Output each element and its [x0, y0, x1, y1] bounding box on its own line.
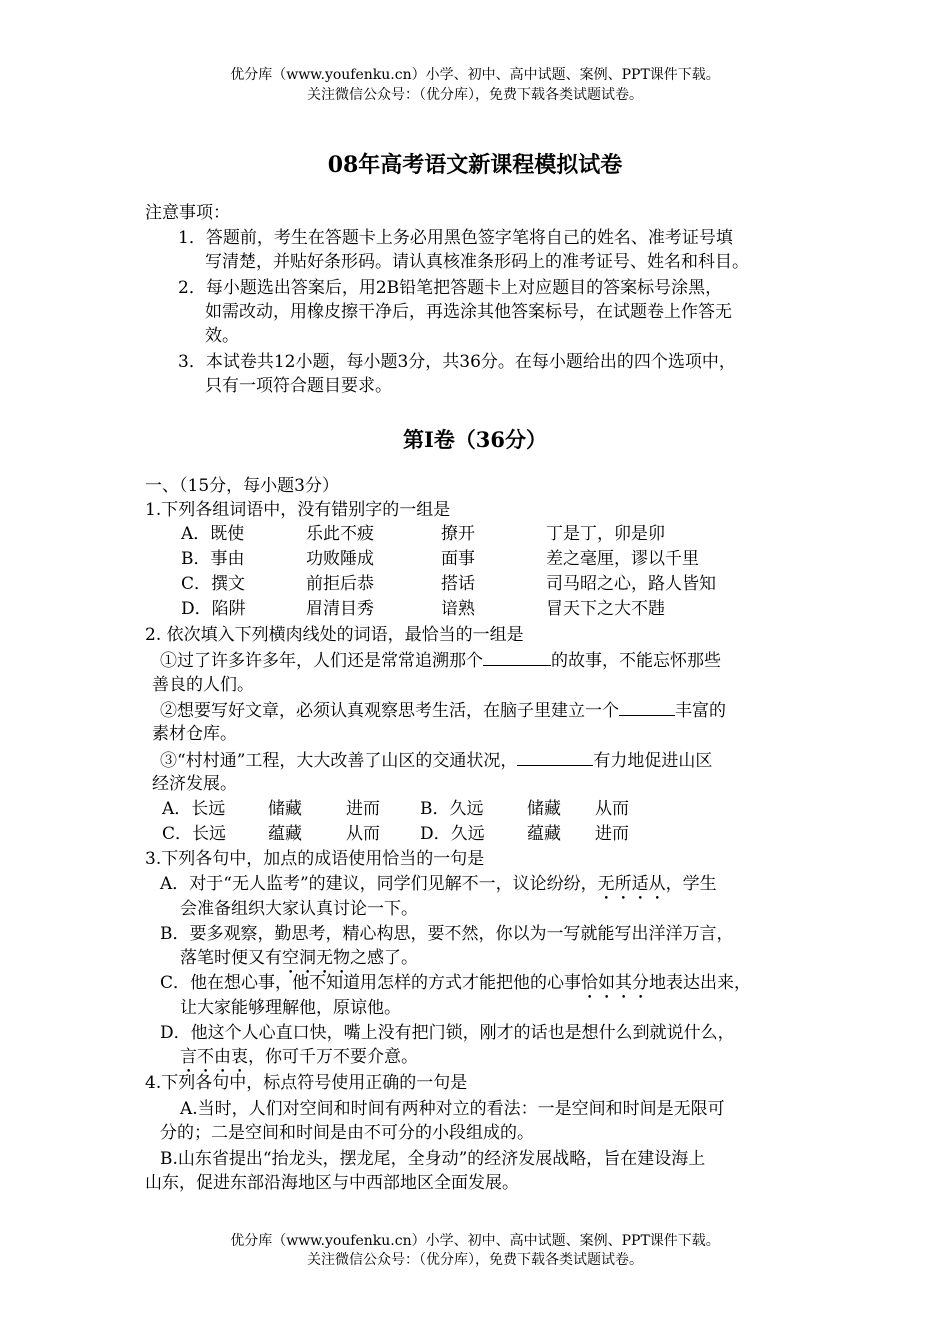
q1-b-word-2: 功败陲成 [306, 549, 374, 569]
q3-stem: 3.下列各句中，加点的成语使用恰当的一句是 [145, 849, 485, 869]
q1-d-word-4: 冒天下之大不韪 [546, 599, 665, 619]
q3-option-c-line-1: C．他在想心事，他不知道用怎样的方式才能把他的心事恰如其分地表达出来， [160, 973, 752, 993]
q3-d-idiom: 言不由衷 [180, 1047, 248, 1067]
notice-heading: 注意事项： [145, 203, 230, 223]
q2-sentence-2: ②想要写好文章，必须认真观察思考生活，在脑子里建立一个 丰富的 [160, 698, 726, 723]
notice-item-3-line-2: 只有一项符合题目要求。 [205, 376, 392, 396]
footer-line-2: 关注微信公众号：（优分库），免费下载各类试题试卷。 [307, 1252, 643, 1268]
q2-blank-3 [517, 748, 593, 766]
q1-b-word-4: 差之毫厘，谬以千里 [546, 549, 699, 569]
q1-d-word-2: 眉清目秀 [306, 599, 374, 619]
q1-a-word-2: 乐此不疲 [306, 524, 374, 544]
q2-options-row-1 [0, 797, 950, 821]
q2-d-1: D．久远 [420, 824, 485, 844]
q3-option-d-line-1: D．他这个人心直口快，嘴上没有把门锁，刚才的话也是想什么到就说什么， [160, 1023, 735, 1043]
q1-option-c [0, 572, 950, 596]
q4-option-a-line-1: A.当时，人们对空间和时间有两种对立的看法：一是空间和时间是无限可 [180, 1099, 725, 1119]
q2-blank-2 [619, 698, 675, 716]
q2-c-1: C．长远 [162, 824, 227, 844]
header-line-2: 关注微信公众号：（优分库），免费下载各类试题试卷。 [307, 87, 643, 103]
notice-item-1-line-1: 1．答题前，考生在答题卡上务必用黑色签字笔将自己的姓名、准考证号填 [178, 228, 733, 248]
q2-sentence-1: ①过了许多许多年，人们还是常常追溯那个 的故事，不能忘怀那些 [160, 648, 721, 673]
q1-b-word-3: 面事 [441, 549, 475, 569]
notice-item-3-line-1: 3．本试卷共12小题，每小题3分，共36分。在每小题给出的四个选项中， [178, 352, 736, 372]
q1-option-b [0, 547, 950, 571]
q2-c-3: 从而 [346, 824, 380, 844]
q2-a-2: 储藏 [268, 799, 302, 819]
q1-c-word-1: C．撰文 [181, 574, 246, 594]
footer-line-1: 优分库（www.youfenku.cn）小学、初中、高中试题、案例、PPT课件下载。 [230, 1233, 720, 1249]
q2-blank-1 [483, 648, 551, 666]
q1-d-word-1: D．陷阱 [181, 599, 246, 619]
q2-stem: 2. 依次填入下列横肉线处的词语，最恰当的一组是 [145, 625, 524, 645]
notice-item-2-line-1: 2．每小题选出答案后，用2B铅笔把答题卡上对应题目的答案标号涂黑， [178, 278, 723, 298]
notice-item-1-line-2: 写清楚，并贴好条形码。请认真核准条形码上的准考证号、姓名和科目。 [205, 252, 749, 272]
page-title: 08年高考语文新课程模拟试卷 [327, 152, 623, 178]
q2-c-2: 蕴藏 [268, 824, 302, 844]
q3-a-idiom: 无所适从 [597, 874, 666, 894]
q3-b-idiom: 空洞无物 [282, 948, 350, 968]
q3-option-d-line-2: 言不由衷，你可千万不要介意。 [180, 1047, 418, 1067]
q1-a-word-3: 撩开 [441, 524, 475, 544]
q2-b-2: 储藏 [527, 799, 561, 819]
notice-item-2-line-3: 效。 [205, 326, 239, 346]
q1-option-a [0, 522, 950, 546]
q2-b-1: B．久远 [420, 799, 484, 819]
q2-sentence-3: ③“村村通”工程，大大改善了山区的交通状况， 有力地促进山区 [160, 748, 712, 773]
q1-option-d [0, 597, 950, 621]
q2-sentence-1-cont: 善良的人们。 [152, 675, 254, 695]
q1-b-word-1: B．事由 [181, 549, 245, 569]
q3-option-b-line-2: 落笔时便又有空洞无物之感了。 [180, 948, 418, 968]
q2-b-3: 从而 [595, 799, 629, 819]
q1-d-word-3: 谙熟 [441, 599, 475, 619]
q2-d-2: 蕴藏 [527, 824, 561, 844]
q4-option-b-line-1: B.山东省提出“抬龙头，摆龙尾，全身动”的经济发展战略，旨在建设海上 [160, 1149, 706, 1169]
q4-option-a-line-2: 分的；二是空间和时间是由不可分的小段组成的。 [160, 1123, 534, 1143]
notice-item-2-line-2: 如需改动，用橡皮擦干净后，再选涂其他答案标号，在试题卷上作答无 [205, 302, 732, 322]
q3-option-b-line-1: B．要多观察，勤思考，精心构思，要不然，你以为一写就能写出洋洋万言， [160, 924, 734, 944]
q1-a-word-4: 丁是丁，卯是卯 [546, 524, 665, 544]
part-1-heading: 一、（15分，每小题3分） [145, 476, 339, 496]
q3-option-a-line-2: 会准备组织大家认真讨论一下。 [180, 899, 418, 919]
q4-stem: 4.下列各句中，标点符号使用正确的一句是 [145, 1073, 468, 1093]
q2-a-3: 进而 [346, 799, 380, 819]
q2-sentence-3-cont: 经济发展。 [152, 774, 237, 794]
q1-c-word-4: 司马昭之心，路人皆知 [546, 574, 716, 594]
q4-option-b-line-2: 山东，促进东部沿海地区与中西部地区全面发展。 [145, 1173, 519, 1193]
q3-option-c-line-2: 让大家能够理解他，原谅他。 [180, 998, 401, 1018]
q1-a-word-1: A．既使 [181, 524, 245, 544]
q3-option-a-line-1: A．对于“无人监考”的建议，同学们见解不一，议论纷纷，无所适从，学生 [160, 874, 717, 894]
section-title: 第Ⅰ卷（36分） [402, 427, 548, 452]
q2-a-1: A．长远 [162, 799, 226, 819]
q2-options-row-2 [0, 822, 950, 846]
q1-stem: 1.下列各组词语中，没有错别字的一组是 [145, 500, 451, 520]
q2-sentence-2-cont: 素材仓库。 [152, 724, 237, 744]
q1-c-word-2: 前拒后恭 [306, 574, 374, 594]
q1-c-word-3: 搭话 [441, 574, 475, 594]
header-line-1: 优分库（www.youfenku.cn）小学、初中、高中试题、案例、PPT课件下载。 [230, 67, 720, 83]
q2-d-3: 进而 [595, 824, 629, 844]
q3-c-idiom: 恰如其分 [581, 973, 650, 993]
